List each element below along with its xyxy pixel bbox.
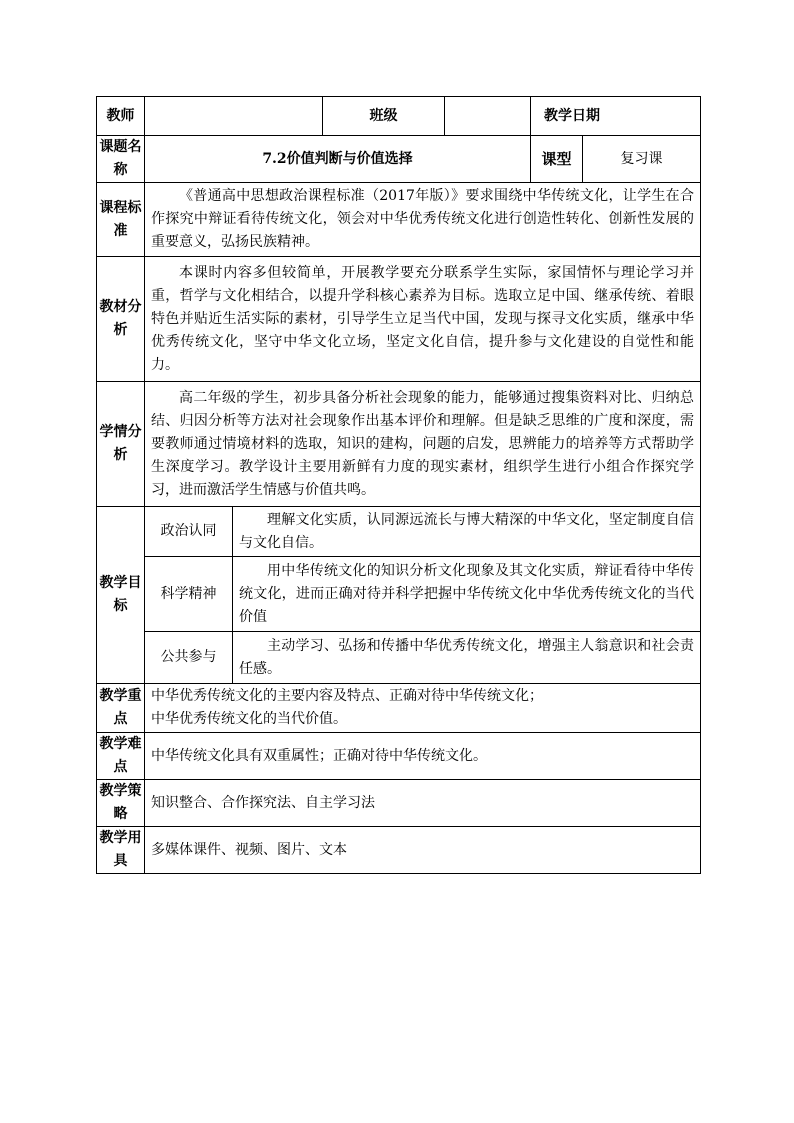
tools-row <box>97 827 701 874</box>
difficulties-label: 教学难点 <box>97 733 145 780</box>
key-points-row <box>97 684 701 733</box>
tools-label: 教学用具 <box>97 827 145 874</box>
goal-name: 科学精神 <box>145 557 233 632</box>
date-label: 教学日期 <box>531 97 701 136</box>
key-point-line: 中华优秀传统文化的主要内容及特点、正确对待中华传统文化； <box>151 688 543 704</box>
class-value <box>445 97 531 136</box>
lesson-title-row <box>97 136 701 183</box>
lesson-type: 复习课 <box>583 136 701 183</box>
material-text: 本课时内容多但较简单，开展教学要充分联系学生实际，家国情怀与理论学习并重，哲学与文化相结合，以提升学科核心素养为目标。选取立足中国、继承传统、着眼特色并贴近生活实际的素材，引导学生立足当代中国，发现与探寻文化实质，继承中华优秀传统文化，坚守中华文化立场，坚定文化自信，提升参与文化建设的自觉性和能力。 <box>145 257 701 382</box>
teacher-value <box>145 97 323 136</box>
key-point-line: 中华优秀传统文化的当代价值。 <box>151 711 347 727</box>
goal-name: 政治认同 <box>145 507 233 557</box>
strategy-label: 教学策略 <box>97 780 145 827</box>
standard-text: 《普通高中思想政治课程标准（2017年版）》要求围绕中华传统文化，让学生在合作探究中辩证看待传统文化，领会对中华优秀传统文化进行创造性转化、创新性发展的重要意义，弘扬民族精神。 <box>145 183 701 257</box>
lesson-plan-table <box>96 96 701 874</box>
header-row <box>97 97 701 136</box>
tools-text: 多媒体课件、视频、图片、文本 <box>145 827 701 874</box>
material-label: 教材分析 <box>97 257 145 382</box>
goal-text: 理解文化实质，认同源远流长与博大精深的中华文化，坚定制度自信与文化自信。 <box>233 507 701 557</box>
class-label: 班级 <box>323 97 445 136</box>
goal-row <box>97 632 701 684</box>
key-points-text <box>145 684 701 733</box>
title-label: 课题名称 <box>97 136 145 183</box>
type-label: 课型 <box>531 136 583 183</box>
goal-row <box>97 557 701 632</box>
goals-label: 教学目标 <box>97 507 145 684</box>
goal-text: 主动学习、弘扬和传播中华优秀传统文化，增强主人翁意识和社会责任感。 <box>233 632 701 684</box>
goal-text: 用中华传统文化的知识分析文化现象及其文化实质，辩证看待中华传统文化，进而正确对待并科学把握中华传统文化中华优秀传统文化的当代价值 <box>233 557 701 632</box>
strategy-row <box>97 780 701 827</box>
standard-label: 课程标准 <box>97 183 145 257</box>
goal-name: 公共参与 <box>145 632 233 684</box>
students-row <box>97 382 701 507</box>
difficulties-text: 中华传统文化具有双重属性；正确对待中华传统文化。 <box>145 733 701 780</box>
material-row <box>97 257 701 382</box>
teacher-label: 教师 <box>97 97 145 136</box>
goal-row <box>97 507 701 557</box>
strategy-text: 知识整合、合作探究法、自主学习法 <box>145 780 701 827</box>
lesson-title: 7.2价值判断与价值选择 <box>145 136 531 183</box>
standard-row <box>97 183 701 257</box>
students-label: 学情分析 <box>97 382 145 507</box>
key-points-label: 教学重点 <box>97 684 145 733</box>
difficulties-row <box>97 733 701 780</box>
students-text: 高二年级的学生，初步具备分析社会现象的能力，能够通过搜集资料对比、归纳总结、归因分析等方法对社会现象作出基本评价和理解。但是缺乏思维的广度和深度，需要教师通过情境材料的选取，知识的建构，问题的启发，思辨能力的培养等方式帮助学生深度学习。教学设计主要用新鲜有力度的现实素材，组织学生进行小组合作探究学习，进而激活学生情感与价值共鸣。 <box>145 382 701 507</box>
